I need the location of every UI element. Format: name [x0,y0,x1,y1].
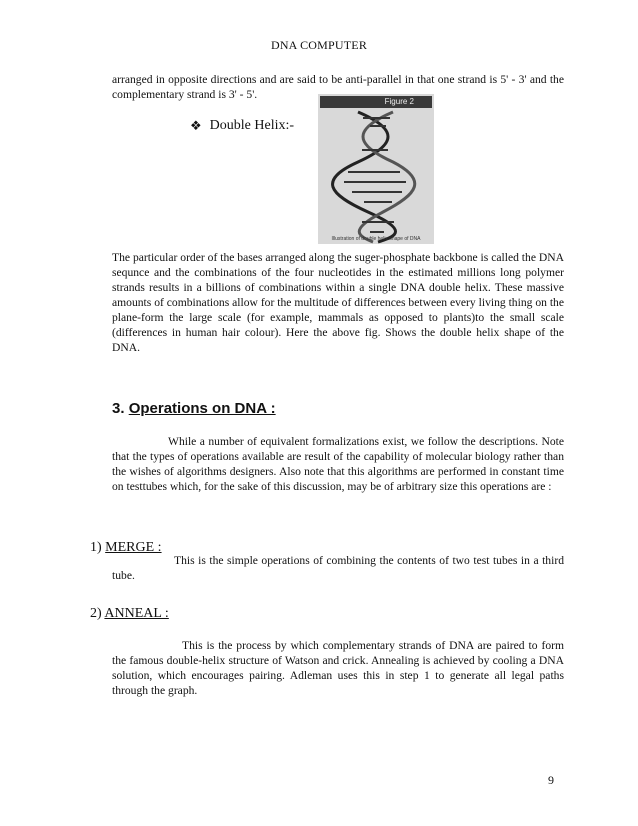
double-helix-illustration [318,94,434,244]
intro-paragraph: arranged in opposite directions and are said to be anti-parallel in that one strand is 5' - 3' and the complementary strand is 3' - 5'. [112,73,564,101]
merge-paragraph: This is the simple operations of combining the contents of two test tubes in a third tube. [112,554,564,582]
merge-title: MERGE : [105,540,162,555]
page-number: 9 [548,773,554,787]
figure-caption: Illustration of double helix shape of DNA [331,236,421,242]
anneal-heading [90,606,169,622]
section-3-title: Operations on DNA : [128,400,276,417]
page-header: DNA COMPUTER [270,38,368,52]
operations-paragraph: While a number of equivalent formalizations exist, we follow the descriptions. Note that the types of operations available are result of the capability of molecular biology rather than the wishes of algorithms designers. Also note that this algorithms are performed in constant time on testtubes which, for the sake of this discussion, may be of arbitrary size this operations are : [112,435,564,493]
section-3-number: 3. [112,400,125,417]
dna-sequence-paragraph: The particular order of the bases arranged along the suger-phosphate backbone is called the DNA sequnce and the combinations of the four nucleotides in the estimated millions long polymer strands results in a billions of combinations within a single DNA double helix. These massive amounts of combinations allow for the multitude of differences between every living thing on the plane-form the large scale (for example, mammals as opposed to plants)to the small scale (differences in human hair colour). Here the above fig. Shows the double helix shape of the DNA. [112,251,564,354]
anneal-number: 2) [90,606,102,621]
dna-figure [318,94,434,244]
double-helix-heading [190,118,294,134]
anneal-title: ANNEAL : [104,606,169,621]
anneal-paragraph: This is the process by which complementary strands of DNA are paired to form the famous double-helix structure of Watson and crick. Annealing is achieved by cooling a DNA solution, which encourages pairing. Adleman uses this in step 1 to generate all legal paths through the graph. [112,639,564,697]
diamond-bullet-icon: ❖ [190,118,202,133]
section-3-heading [112,400,276,417]
merge-number: 1) [90,540,102,555]
double-helix-label: Double Helix:- [209,118,295,133]
figure-label: Figure 2 [320,96,432,108]
